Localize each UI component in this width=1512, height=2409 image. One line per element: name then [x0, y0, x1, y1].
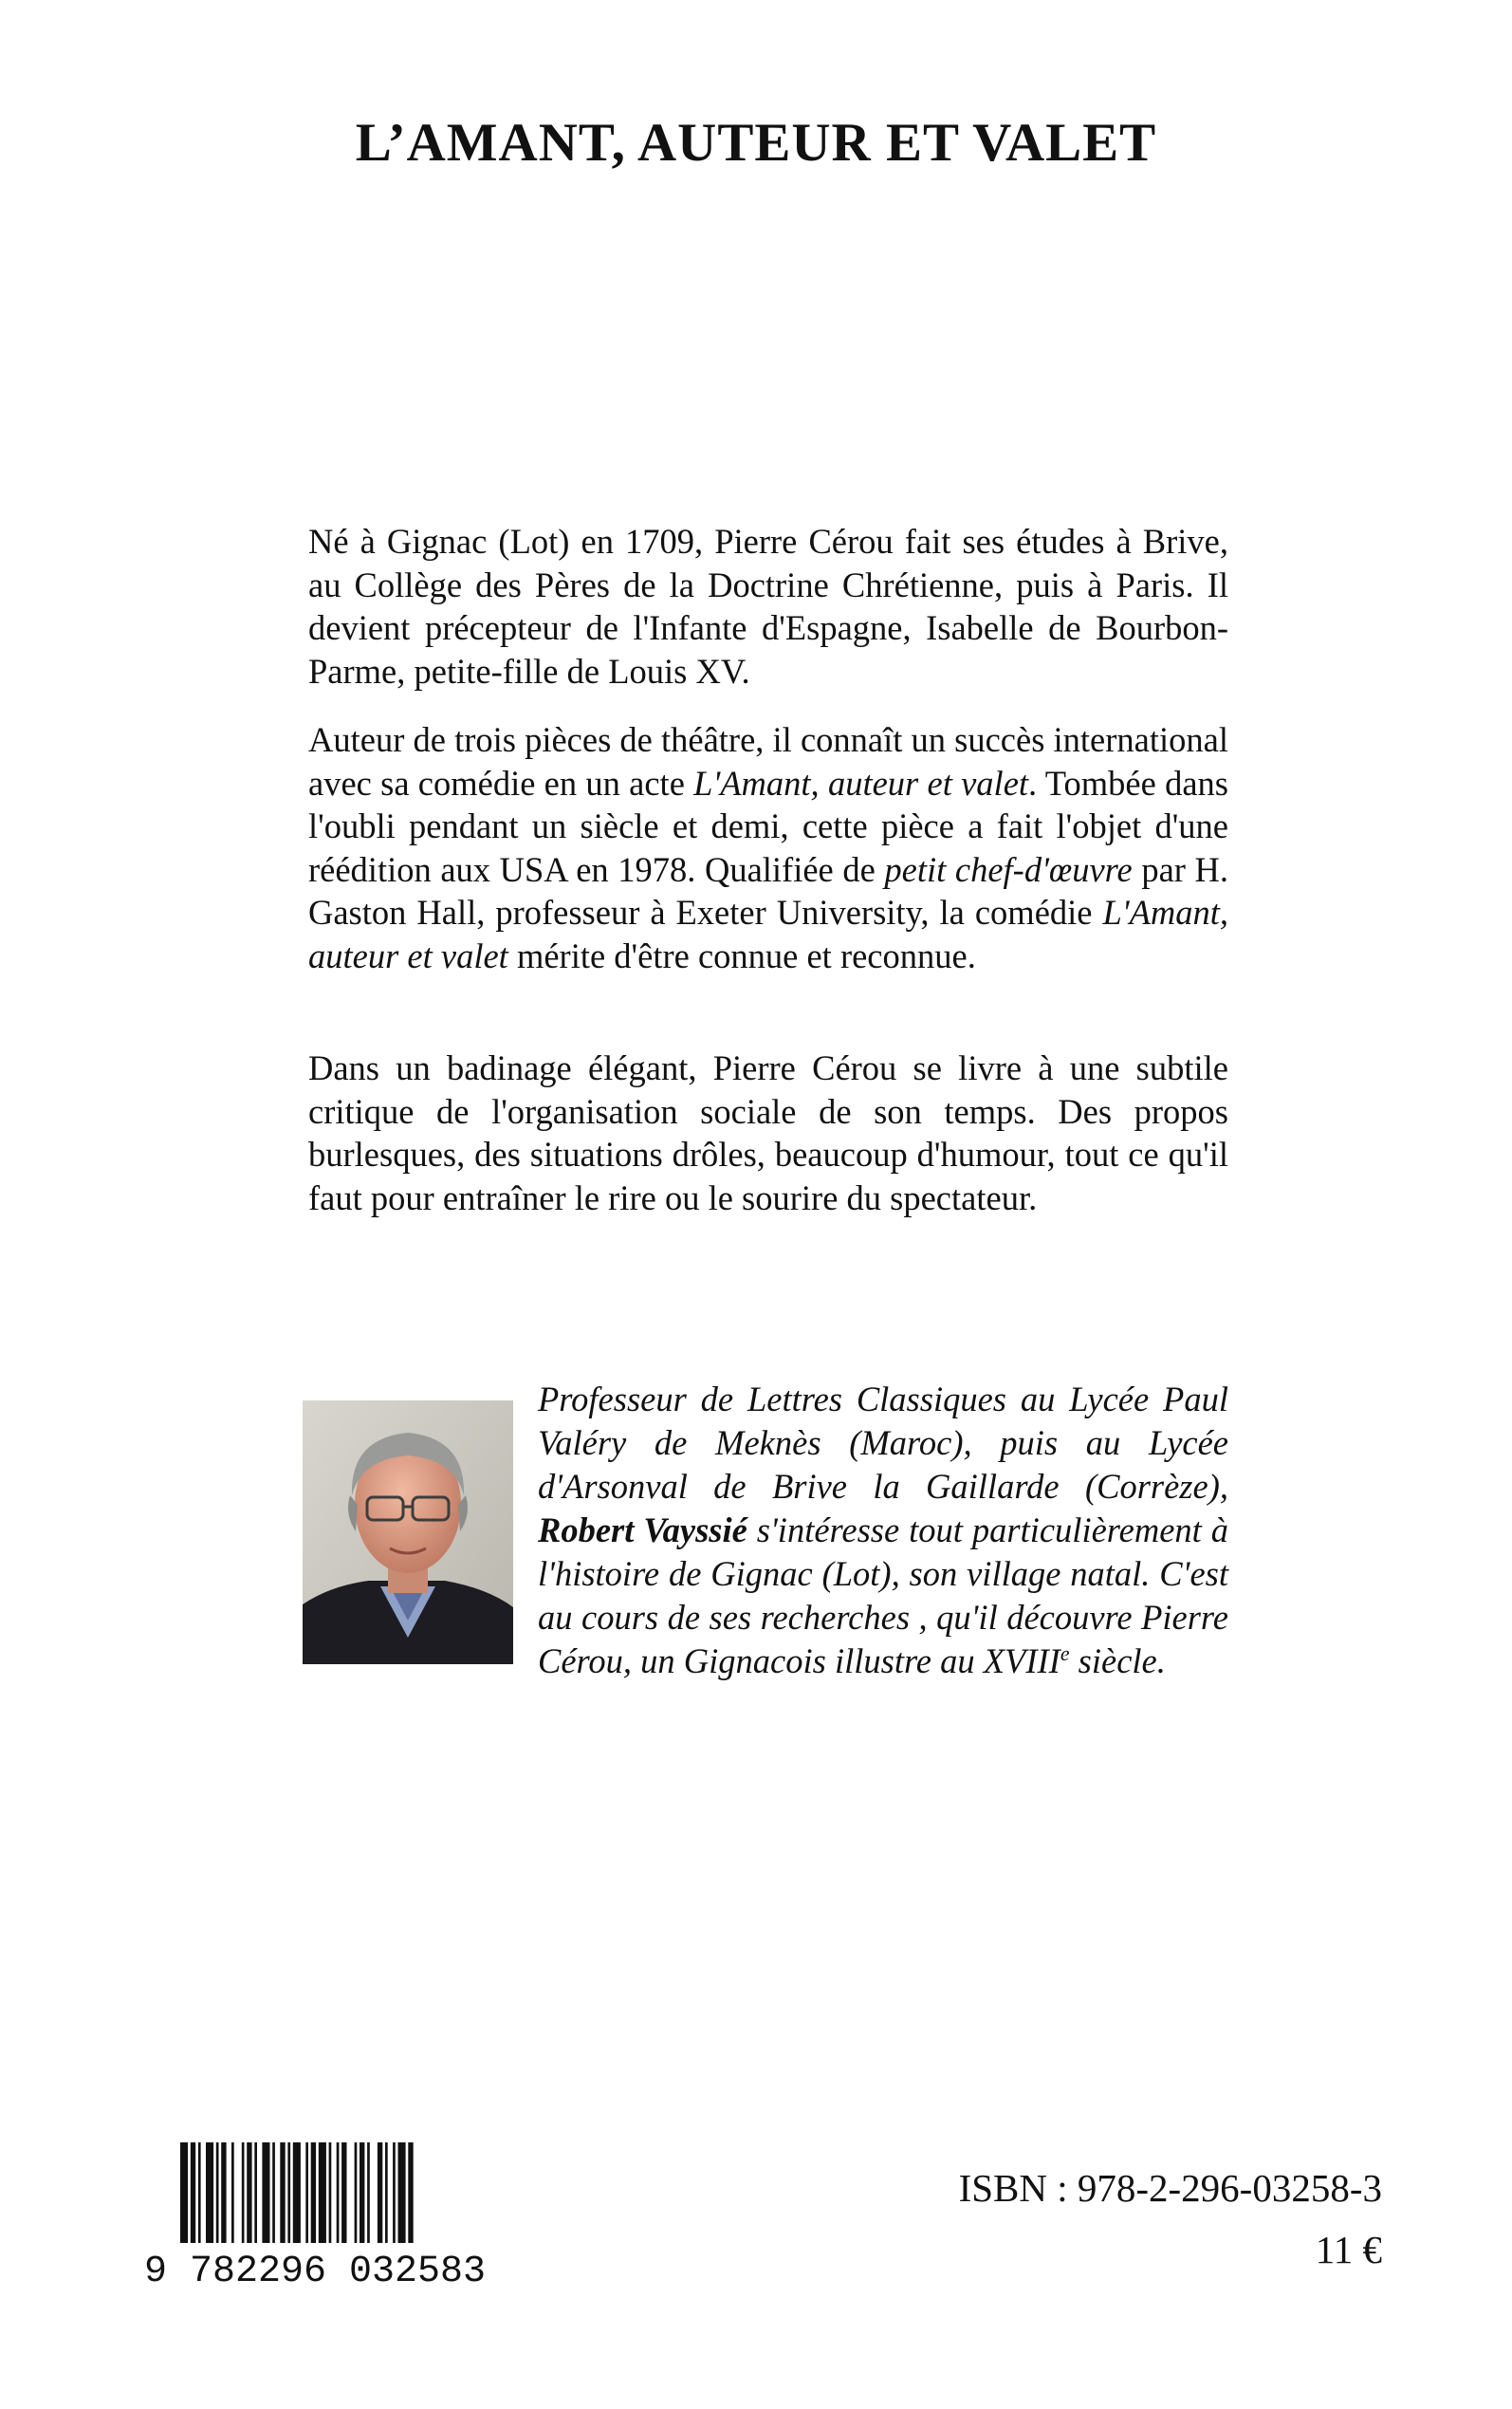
play-title: L'Amant, auteur et valet [693, 763, 1029, 803]
century-superscript: e [1060, 1640, 1070, 1665]
play-title: L'Amant, auteur et valet [308, 893, 1228, 975]
barcode-bar [341, 2142, 346, 2243]
barcode-bar [393, 2142, 396, 2243]
barcode-bar [287, 2142, 290, 2243]
blurb-paragraph-1: Né à Gignac (Lot) en 1709, Pierre Cérou fait ses études à Brive, au Collège des Pères de la Doctrine Chrétienne, puis à Paris. Il devient précepteur de l'Infante d'Espagne, Isabelle de Bourbon-Parme, petite-fille de Louis XV. [308, 522, 1228, 691]
barcode-bar [280, 2142, 285, 2243]
barcode-bar [221, 2142, 226, 2243]
isbn-number: ISBN : 978-2-296-03258-3 [958, 2166, 1382, 2210]
author-photo [303, 1400, 513, 1664]
bio-text: siècle. [1069, 1641, 1166, 1680]
barcode-bar [262, 2142, 269, 2243]
barcode-digits: 9 782296 032583 [144, 2251, 487, 2285]
barcode-bar [398, 2142, 406, 2243]
barcode-bar [305, 2142, 308, 2243]
barcode-bar [247, 2142, 251, 2243]
barcode-bar [206, 2142, 213, 2243]
barcode-bar [293, 2142, 301, 2243]
barcode-bar [272, 2142, 275, 2243]
barcode-bar [180, 2142, 188, 2243]
blurb-paragraph-3: Dans un badinage élégant, Pierre Cérou se livre à une subtile critique de l'organisation sociale de son temps. Des propos burlesques, des situations drôles, beaucoup d'humour, tout ce qu'il faut pour entraîner le rire ou le sourire du spectateur. [308, 1048, 1228, 1217]
author-bio [303, 1378, 1228, 1683]
isbn-barcode [142, 2142, 526, 2285]
barcode-bar [231, 2142, 234, 2243]
barcode-bar [408, 2142, 413, 2243]
bio-text: s'intéresse tout particulièrement à l'histoire de Gignac (Lot), son village natal. C'est au cours de ses recherches , qu'il découvre Pierre Cérou, un Gignacois illustre au XVIII [538, 1510, 1228, 1680]
barcode-bar [385, 2142, 388, 2243]
barcode-bar [337, 2142, 340, 2243]
blurb-text: mérite d'être connue et reconnue. [507, 936, 976, 975]
barcode-bar [254, 2142, 257, 2243]
blurb-text: . Tombée dans l'oubli pendant un siècle et demi, cette pièce a fait l'objet d'une réédition aux USA en 1978. Qualifiée de [308, 763, 1228, 889]
quoted-phrase: petit chef-d'œuvre [884, 849, 1133, 889]
barcode-bar [319, 2142, 326, 2243]
barcode-bar [198, 2142, 201, 2243]
price: 11 € [1315, 2228, 1382, 2271]
book-title: L’AMANT, AUTEUR ET VALET [355, 113, 1157, 173]
barcode-bar [191, 2142, 195, 2243]
barcode-bar [329, 2142, 332, 2243]
barcode-bar [311, 2142, 316, 2243]
blurb-text: Auteur de trois pièces de théâtre, il connaît un succès international avec sa comédie en un acte [308, 720, 1228, 803]
barcode-bar [360, 2142, 364, 2243]
blurb-text: par H. Gaston Hall, professeur à Exeter University, la comédie [308, 849, 1229, 932]
blurb-paragraph-2 [308, 718, 1228, 977]
bio-text: Professeur de Lettres Classiques au Lycée Paul Valéry de Meknès (Maroc), puis au Lycée d'Arsonval de Brive la Gaillarde (Corrèze), [538, 1380, 1228, 1506]
barcode-bar [367, 2142, 370, 2243]
barcode-bar [216, 2142, 219, 2243]
barcode-bar [242, 2142, 245, 2243]
author-name: Robert Vayssié [538, 1510, 747, 1549]
barcode-bar [355, 2142, 358, 2243]
barcode-bar [378, 2142, 382, 2243]
